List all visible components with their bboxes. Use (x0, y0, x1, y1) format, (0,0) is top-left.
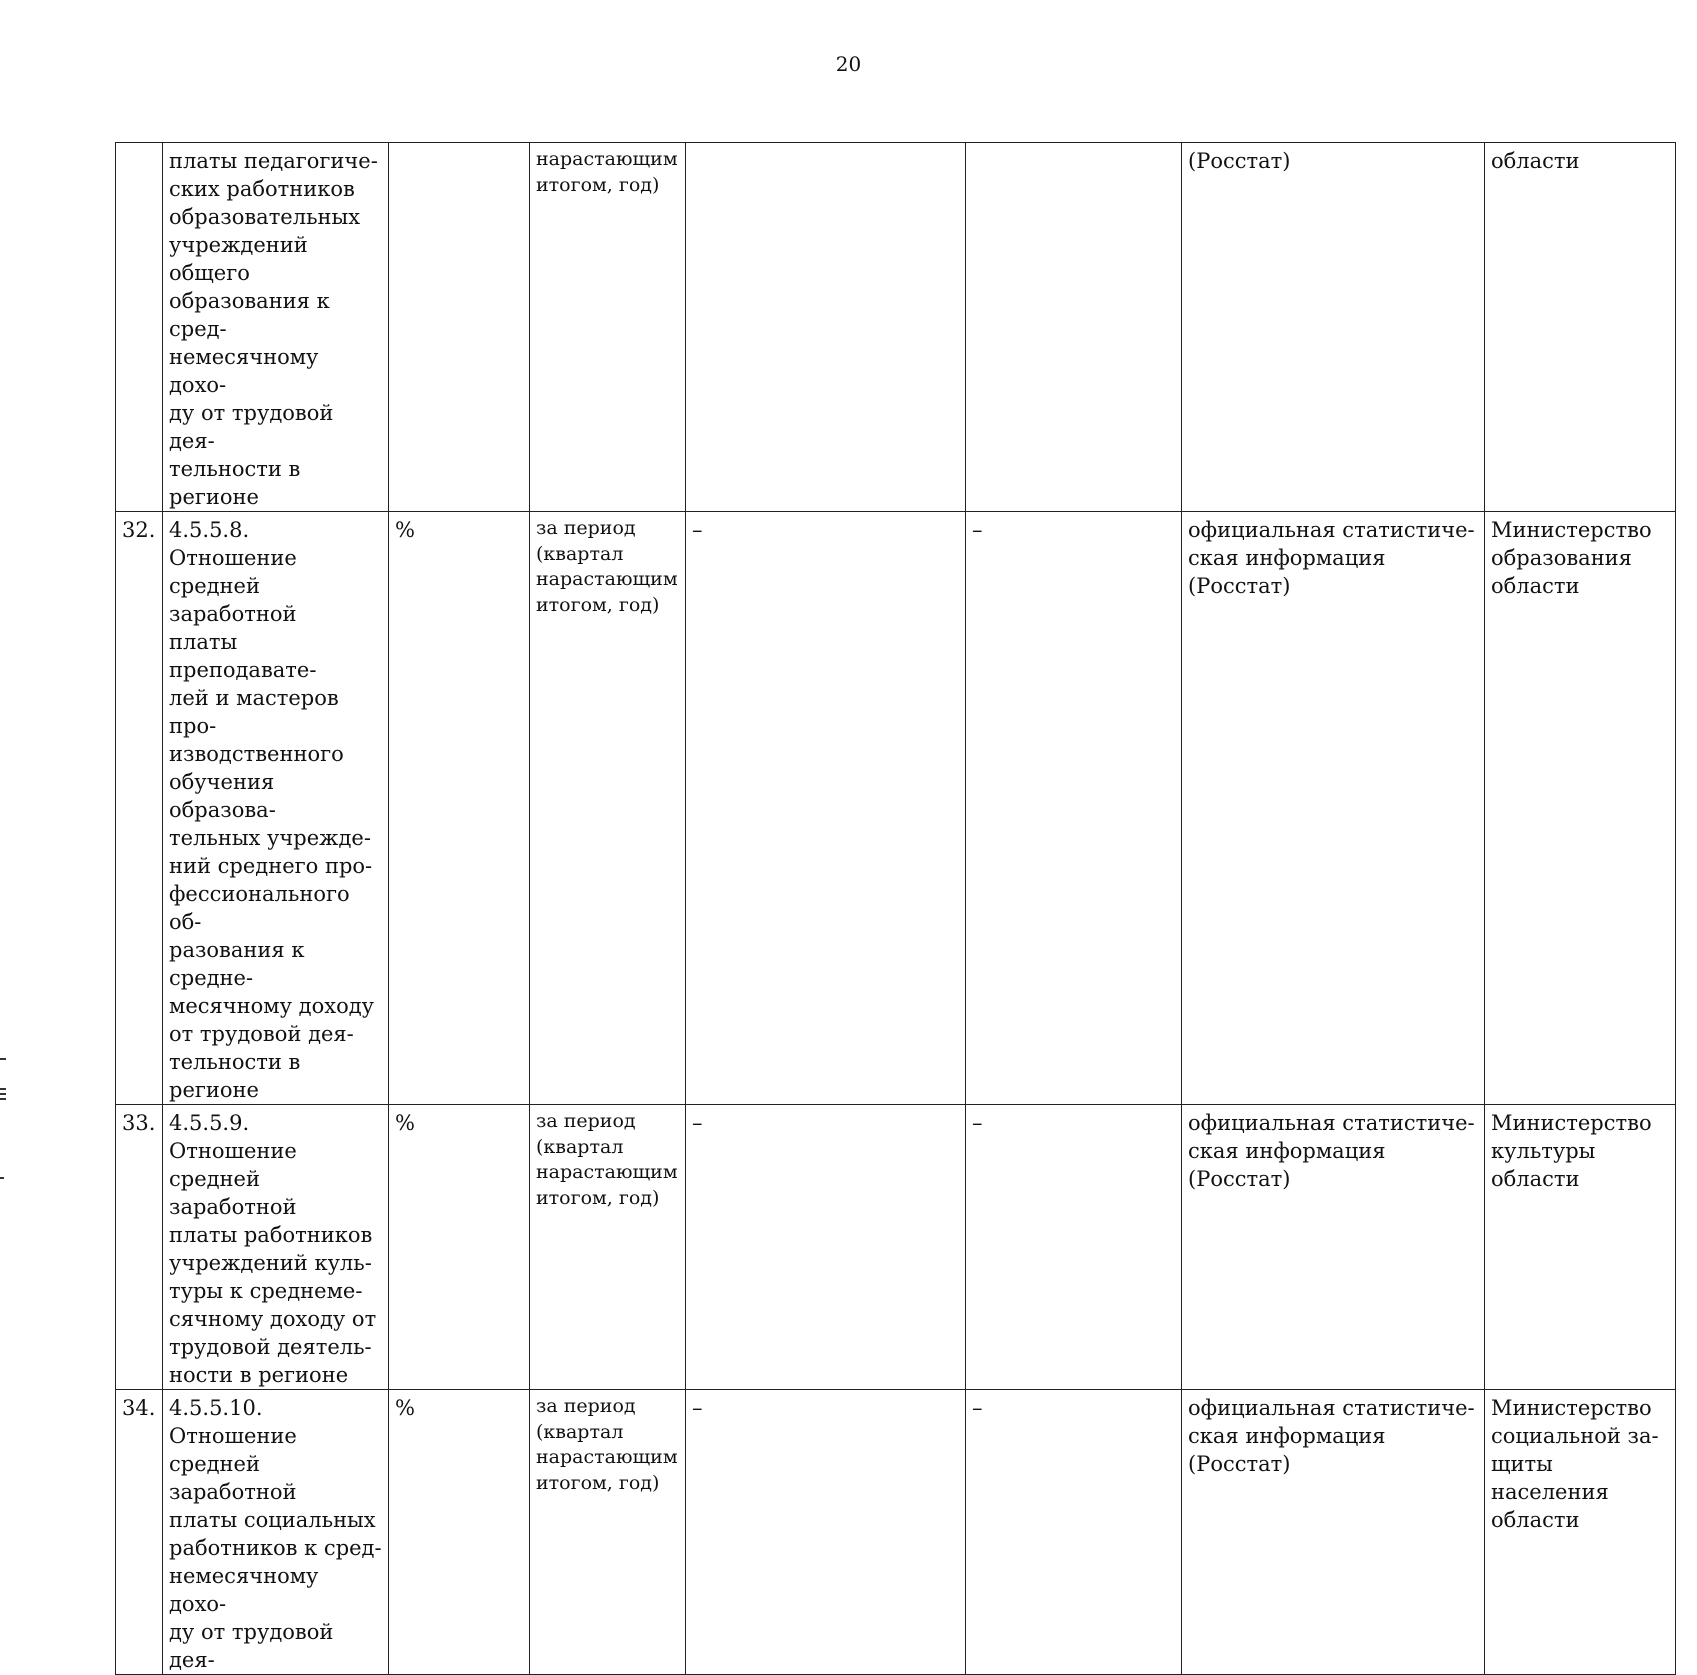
page-number: 20 (835, 52, 862, 76)
value-column-a: – (686, 1105, 966, 1390)
row-number: 33. (116, 1105, 163, 1390)
row-number: 32. (116, 512, 163, 1105)
unit-of-measure: % (389, 1105, 530, 1390)
information-source: официальная статистиче- ская информация (Росстат) (1182, 512, 1485, 1105)
reporting-period: нарастающим итогом, год) (530, 143, 686, 512)
value-column-a (686, 143, 966, 512)
value-column-b (966, 143, 1182, 512)
margin-mark (0, 1058, 6, 1060)
row-number (116, 143, 163, 512)
indicator-name: 4.5.5.9. Отношение средней заработной платы работников учреждений куль- туры к среднеме- сячному доходу от трудовой деятель- ности в регионе (163, 1105, 389, 1390)
unit-of-measure (389, 143, 530, 512)
responsible-body: области (1485, 143, 1676, 512)
margin-mark (0, 1093, 6, 1095)
responsible-body: Министерство образования области (1485, 512, 1676, 1105)
reporting-period: за период (квартал нарастающим итогом, год) (530, 1105, 686, 1390)
indicator-name: 4.5.5.10. Отношение средней заработной платы социальных работников к сред- немесячному дохо- ду от трудовой дея- (163, 1390, 389, 1675)
margin-mark (0, 1088, 6, 1090)
responsible-body: Министерство социальной за- щиты населения области (1485, 1390, 1676, 1675)
value-column-a: – (686, 1390, 966, 1675)
table-row (116, 1105, 1676, 1390)
value-column-b: – (966, 1105, 1182, 1390)
table-row (116, 512, 1676, 1105)
unit-of-measure: % (389, 1390, 530, 1675)
value-column-b: – (966, 512, 1182, 1105)
responsible-body: Министерство культуры области (1485, 1105, 1676, 1390)
value-column-b: – (966, 1390, 1182, 1675)
information-source: (Росстат) (1182, 143, 1485, 512)
information-source: официальная статистиче- ская информация (Росстат) (1182, 1105, 1485, 1390)
indicator-name: платы педагогиче- ских работников образовательных учреждений общего образования к сред- немесячному дохо- ду от трудовой дея- тельности в регионе (163, 143, 389, 512)
value-column-a: – (686, 512, 966, 1105)
indicators-table (115, 142, 1676, 1675)
reporting-period: за период (квартал нарастающим итогом, год) (530, 512, 686, 1105)
table-row (116, 1390, 1676, 1675)
table-row (116, 143, 1676, 512)
row-number: 34. (116, 1390, 163, 1675)
indicator-name: 4.5.5.8. Отношение средней заработной платы преподавате- лей и мастеров про- изводственного обучения образова- тельных учрежде- ний среднего про- фессионального об- разования к средне- месячному доходу от трудовой дея- тельности в регионе (163, 512, 389, 1105)
margin-mark (0, 1098, 6, 1100)
margin-mark (0, 1177, 4, 1179)
reporting-period: за период (квартал нарастающим итогом, год) (530, 1390, 686, 1675)
information-source: официальная статистиче- ская информация (Росстат) (1182, 1390, 1485, 1675)
unit-of-measure: % (389, 512, 530, 1105)
